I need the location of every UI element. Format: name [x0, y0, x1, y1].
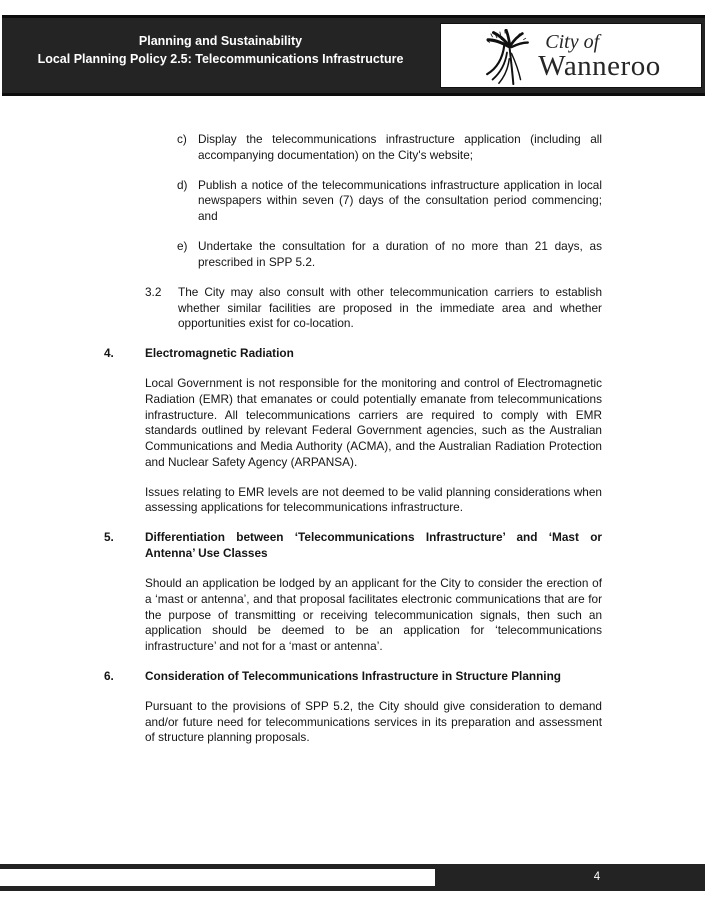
section-4-electromagnetic-radiation	[104, 346, 602, 516]
footer-white-panel	[0, 869, 435, 886]
section-heading-row	[104, 346, 602, 362]
list-item-label: d)	[177, 177, 188, 192]
section-6-structure-planning	[104, 669, 602, 746]
city-of-wanneroo-logo	[440, 23, 702, 88]
section-title: Differentiation between ‘Telecommunications Infrastructure’ and ‘Mast or Antenna’ Use Classes	[145, 530, 602, 561]
list-item-label: c)	[177, 132, 187, 146]
page-number: 4	[593, 871, 601, 883]
section-number: 5.	[104, 530, 114, 545]
section-number: 6.	[104, 668, 114, 683]
section-number: 4.	[104, 346, 114, 361]
header-title-block	[2, 33, 439, 68]
section-title: Electromagnetic Radiation	[145, 346, 294, 361]
list-item-c	[177, 132, 602, 163]
section-title: Consideration of Telecommunications Infrastructure in Structure Planning	[145, 668, 562, 683]
section-paragraph: Pursuant to the provisions of SPP 5.2, the City should give consideration to demand and/or future need for telecommunications services in its preparation and assessment of structure planning proposals.	[145, 698, 602, 745]
header-department: Planning and Sustainability	[138, 34, 303, 48]
section-paragraph: Should an application be lodged by an applicant for the City to consider the erection of a ‘mast or antenna’, and that proposal facilitates electronic communications that are for the purpose of transmitting or receiving telecommunication signals, then such an application should be deemed to be an application for ‘telecommunications infrastructure’ and not for a ‘mast or antenna’.	[145, 576, 602, 653]
list-item-label: e)	[177, 239, 188, 254]
header-policy-title: Local Planning Policy 2.5: Telecommunications Infrastructure	[37, 51, 404, 66]
document-footer	[0, 864, 705, 891]
section-paragraph: Local Government is not responsible for the monitoring and control of Electromagnetic Radiation (EMR) that emanates or could potentially emanate from telecommunications infrastructure. All telecommunications carriers are required to comply with EMR standards outlined by relevant Federal Government agencies, such as the Australian Communications and Media Authority (ACMA), and the Australian Radiation Protection and Nuclear Safety Agency (ARPANSA).	[145, 376, 602, 469]
clause-number: 3.2	[145, 284, 162, 299]
logo-city-of: City of	[545, 30, 600, 53]
list-item-text: Publish a notice of the telecommunications infrastructure application in local newspapers within seven (7) days of the consultation period commencing; and	[198, 177, 602, 224]
list-item-d	[177, 178, 602, 225]
section-paragraph: Issues relating to EMR levels are not deemed to be valid planning considerations when assessing applications for telecommunications infrastructure.	[145, 484, 602, 515]
section-heading-row	[104, 669, 602, 685]
section-heading-row	[104, 530, 602, 561]
logo-wordmark	[538, 32, 660, 80]
kangaroo-paw-icon	[481, 29, 533, 85]
policy-body	[104, 132, 602, 760]
section-5-differentiation-use-classes	[104, 530, 602, 654]
list-item-text: Undertake the consultation for a duration of no more than 21 days, as prescribed in SPP 5.2.	[198, 239, 602, 269]
list-item-text: Display the telecommunications infrastructure application (including all accompanying documentation) on the City's website;	[198, 132, 602, 162]
list-item-e	[177, 239, 602, 270]
document-header	[2, 15, 705, 96]
clause-3-2	[145, 285, 602, 332]
clause-text: The City may also consult with other telecommunication carriers to establish whether similar facilities are proposed in the immediate area and whether opportunities exist for co-location.	[178, 284, 602, 331]
logo-wanneroo: Wanneroo	[538, 49, 661, 82]
